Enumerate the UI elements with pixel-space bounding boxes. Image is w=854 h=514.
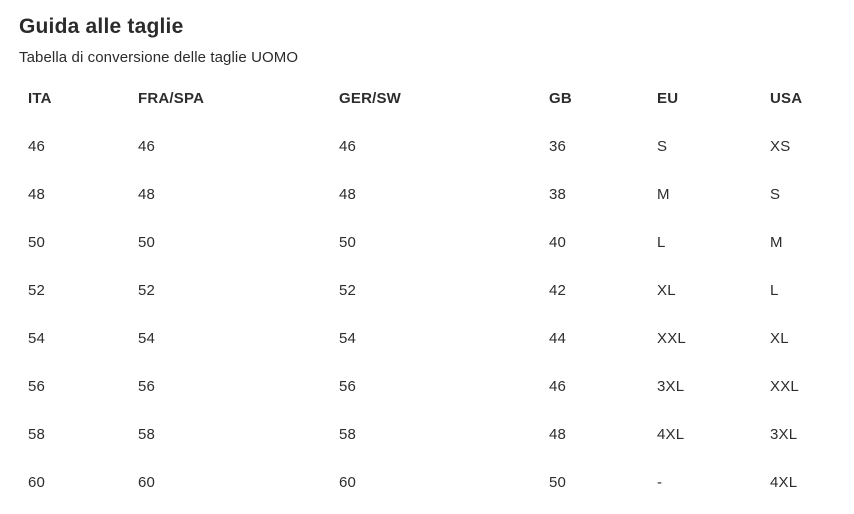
column-header-eu: EU	[657, 89, 679, 107]
table-cell: 50	[28, 233, 46, 251]
table-cell: S	[657, 137, 668, 155]
table-cell: 38	[549, 185, 567, 203]
table-cell: 48	[339, 185, 357, 203]
table-cell: 3XL	[657, 377, 685, 395]
table-cell: 4XL	[657, 425, 685, 443]
column-header-fra-spa: FRA/SPA	[138, 89, 205, 107]
column-header-usa: USA	[770, 89, 803, 107]
table-cell: L	[770, 281, 779, 299]
table-cell: 4XL	[770, 473, 798, 491]
table-cell: 44	[549, 329, 567, 347]
table-cell: 50	[549, 473, 567, 491]
table-cell: 52	[339, 281, 357, 299]
table-cell: 52	[138, 281, 156, 299]
table-cell: 58	[339, 425, 357, 443]
table-cell: XL	[770, 329, 789, 347]
table-cell: 54	[339, 329, 357, 347]
page-subtitle: Tabella di conversione delle taglie UOMO	[19, 49, 299, 67]
table-cell: 60	[339, 473, 357, 491]
table-cell: 46	[138, 137, 156, 155]
table-cell: 58	[28, 425, 46, 443]
table-cell: XXL	[657, 329, 686, 347]
table-cell: 40	[549, 233, 567, 251]
table-cell: 54	[138, 329, 156, 347]
table-cell: 56	[339, 377, 357, 395]
table-cell: 60	[28, 473, 46, 491]
table-cell: 54	[28, 329, 46, 347]
size-conversion-table	[19, 74, 854, 506]
table-cell: 48	[138, 185, 156, 203]
table-cell: 36	[549, 137, 567, 155]
table-cell: 46	[549, 377, 567, 395]
column-header-gb: GB	[549, 89, 572, 107]
table-cell: 56	[28, 377, 46, 395]
table-cell: 50	[339, 233, 357, 251]
table-cell: 56	[138, 377, 156, 395]
table-cell: 52	[28, 281, 46, 299]
table-cell: L	[657, 233, 666, 251]
table-cell: 48	[549, 425, 567, 443]
page-title: Guida alle taglie	[19, 15, 184, 38]
table-cell: XL	[657, 281, 676, 299]
table-cell: 46	[28, 137, 46, 155]
table-cell: M	[657, 185, 670, 203]
table-cell: 42	[549, 281, 567, 299]
column-header-ita: ITA	[28, 89, 52, 107]
table-cell: 46	[339, 137, 357, 155]
table-cell: 60	[138, 473, 156, 491]
table-cell: 48	[28, 185, 46, 203]
column-header-ger-sw: GER/SW	[339, 89, 402, 107]
table-cell: XS	[770, 137, 791, 155]
table-cell: 58	[138, 425, 156, 443]
table-cell: 50	[138, 233, 156, 251]
table-cell: M	[770, 233, 783, 251]
table-cell: XXL	[770, 377, 799, 395]
table-cell: 3XL	[770, 425, 798, 443]
table-cell: S	[770, 185, 781, 203]
table-cell: -	[657, 473, 663, 491]
